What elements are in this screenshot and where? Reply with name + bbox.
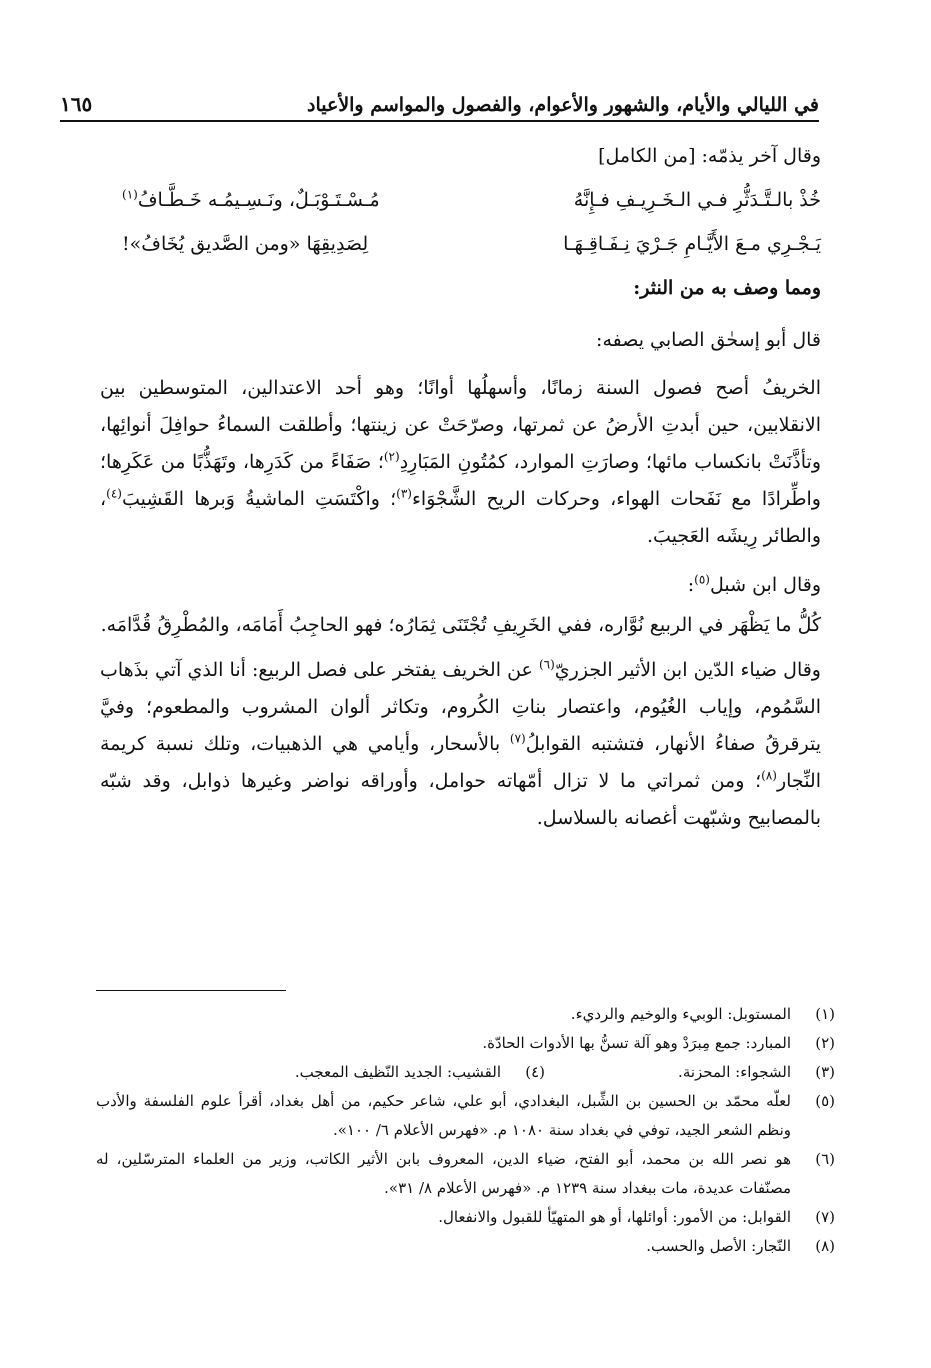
athir-text-3: بالأسحار، وأيامي هي الذهبيات، وتلك نسبة كريمة النِّجار: [100, 733, 821, 792]
verse-second-text: مُـسْـتَـوْبَـلٌ، ونَـسِـيمُـه خَـطَّـافُ: [137, 189, 380, 211]
footnote-ref: (٥): [694, 572, 710, 587]
footnote-number: (٨): [815, 1237, 835, 1255]
footnote-separator: [96, 990, 286, 991]
footnote-ref: (٤): [106, 486, 122, 501]
footnote: [96, 1203, 835, 1232]
shibl-intro: [100, 563, 821, 607]
athir-text-4: ؛ ومن ثمراتي ما لا تزال أمّهاته حوامل، وأوراقه نواضر وغيرها ذوابل، وقد شبّه بالمصابيح وشبّهت أغصانه بالسلاسل.: [100, 770, 821, 829]
footnote: [96, 1000, 835, 1029]
footnote-number: (٧): [815, 1208, 835, 1226]
footnote: [96, 1029, 835, 1058]
footnote-number: (٤): [525, 1063, 545, 1081]
footnote-text: القوابل: من الأمور: أوائلها، أو هو المتهيّأ للقبول والانفعال.: [438, 1208, 791, 1226]
footnote: [255, 1058, 545, 1087]
sabi-intro: قال أبو إسحٰق الصابي يصفه:: [596, 329, 821, 351]
athir-text-1: وقال ضياء الدّين ابن الأثير الجزريّ: [554, 659, 821, 681]
verse-second-hemistich: لِصَدِيقِهَا «ومن الصَّديق يُخَافُ»!: [122, 233, 369, 255]
athir-paragraph: [100, 652, 821, 837]
footnote-ref: (٢): [383, 449, 400, 464]
footnote-number: (٦): [815, 1150, 835, 1168]
footnote-text: المبارد: جمع مِبرَدْ وهو آلة تسنُّ بها الأدوات الحادّة.: [482, 1034, 791, 1052]
footnote-number: (٥): [815, 1092, 835, 1110]
footnote: [545, 1058, 835, 1087]
verse-first-hemistich: خُذْ بالـتَّـدَثُّرِ فـي الـخَـرِيـفِ فـإِنَّهُ: [573, 189, 821, 211]
poem-intro: وقال آخر يذمّه: [من الكامل]: [598, 145, 821, 167]
footnote-number: (١): [815, 1005, 835, 1023]
verse-first-hemistich: يَـجْـرِي مـعَ الأَيَّـامِ جَـرْيَ نِـفَـاقِـهَـا: [563, 233, 821, 255]
footnote-text: الشجواء: المحزنة.: [678, 1063, 791, 1081]
sabi-paragraph: [100, 370, 821, 555]
shibl-intro-text: وقال ابن شبل: [709, 574, 821, 596]
main-text: [100, 134, 821, 837]
footnote-ref: (٣): [396, 486, 412, 501]
sabi-text-3: ؛ واكْتَسَتِ الماشيةُ وَبرها القَشِيبَ: [121, 488, 397, 510]
footnote: [96, 1232, 835, 1261]
footnotes: [96, 1000, 835, 1261]
footnote-pair: [96, 1058, 835, 1087]
shibl-paragraph: كُلُّ ما يَظْهَر في الربيع نُوَّاره، ففي الخَرِيفِ تُجْتَنَى ثِمَارُه؛ فهو الحاجِبُ أَمَامَه، والمُطْرِقُ قُدَّامَه.: [100, 614, 821, 636]
page-number: ١٦٥: [60, 92, 93, 116]
footnote-number: (٣): [815, 1063, 835, 1081]
sabi-text-2: ؛ صَفَاءً من كَدَرِها، وتَهَذُّبًا من عَكَرِها؛ واطِّرادًا مع نَفَحات الهواء، وحركات الريح الشَّجْوَاء: [100, 451, 821, 510]
verse-line: [100, 178, 821, 222]
prose-heading: ومما وصف به من النثر:: [633, 277, 821, 299]
footnote-text: المستوبل: الوبيء والوخيم والرديء.: [570, 1005, 791, 1023]
footnote-ref: (٨): [761, 768, 777, 783]
footnote-ref: (١): [122, 187, 138, 202]
footnote-text: هو نصر الله بن محمد، أبو الفتح، ضياء الدين، المعروف بابن الأثير الكاتب، وزير من العلماء المترسّلين، له مصنّفات عديدة، مات ببغداد سنة ١٢٣٩ م. «فهرس الأعلام ٨/ ٣١».: [96, 1150, 791, 1197]
footnote-ref: (٦): [538, 657, 555, 672]
footnote-text: لعلّه محمّد بن الحسين بن الشِّبل، البغدادي، أبو علي، شاعر حكيم، من أهل بغداد، أقرأ علوم الفلسفة والأدب ونظم الشعر الجيد، توفي في بغداد سنة ١٠٨٠ م. «فهرس الأعلام ٦/ ١٠٠».: [96, 1092, 791, 1139]
footnote-text: النّجار: الأصل والحسب.: [646, 1237, 791, 1255]
footnote-number: (٢): [815, 1034, 835, 1052]
verse-second-hemistich: [122, 178, 380, 222]
running-title: في الليالي والأيام، والشهور والأعوام، والفصول والمواسم والأعياد: [307, 94, 819, 116]
footnote-text: القشيب: الجديد النّظيف المعجب.: [294, 1063, 501, 1081]
shibl-intro-colon: :: [687, 574, 695, 596]
page-header: [60, 82, 819, 122]
footnote: [96, 1087, 835, 1145]
footnote-ref: (٧): [509, 731, 526, 746]
verse-line: [100, 222, 821, 266]
sabi-text-4: ، والطائر رِيشَه العَجيبَ.: [100, 488, 821, 547]
sabi-text-1: الخريفُ أصح فصول السنة زمانًا، وأسهلُها أوانًا؛ وهو أحد الاعتدالين، المتوسطين بين الانقلابين، حين أبدتِ الأرضُ عن ثمرتها، وصرّحَتْ عن زينتها؛ وأطلقت السماءُ حوافِلَ أنوائِها، وتأذَّنَتْ بانكساب مائها؛ وصارَتِ الموارد، كمُتُونِ المَبَارِدِ: [100, 377, 821, 473]
athir-text-2: عن الخريف يفتخر على فصل الربيع: أنا الذي آتي بذَهاب السَّمُوم، وإياب الغُيُوم، واعتصار بناتِ الكُروم، وتكاثر ألوان المشروب والمطعوم؛ وفيَّ يترقرقُ صفاءُ الأنهار، فتشتبه القوابلُ: [100, 659, 821, 755]
footnote: [96, 1145, 835, 1203]
